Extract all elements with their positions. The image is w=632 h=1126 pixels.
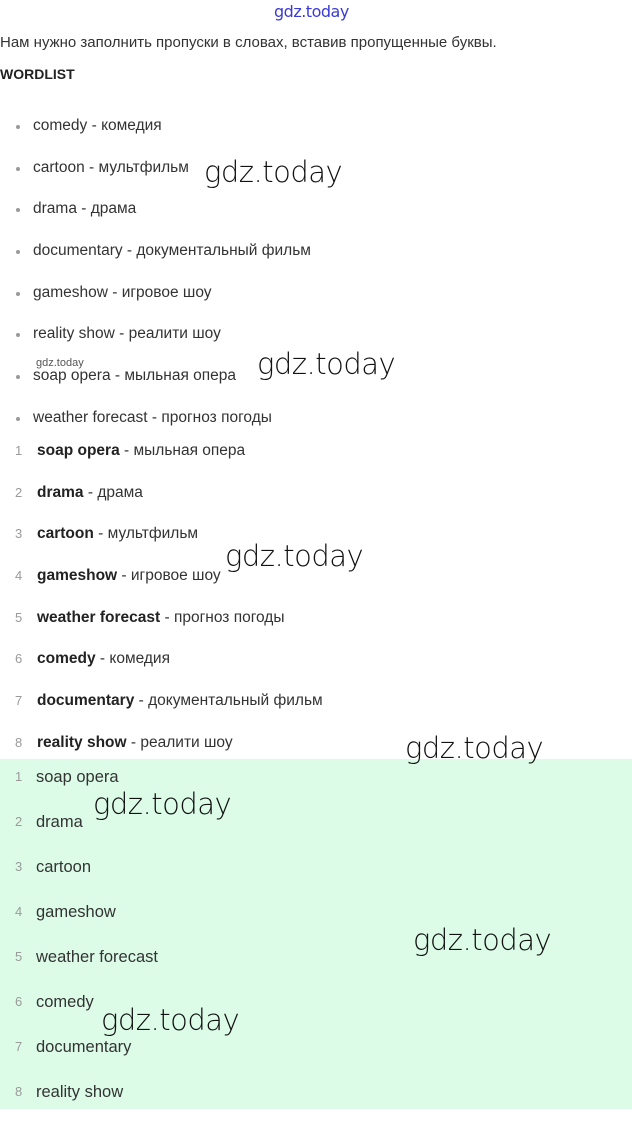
wordlist-item: gameshow - игровое шоу xyxy=(0,282,311,324)
watermark: gdz.today xyxy=(405,731,544,765)
item-number: 2 xyxy=(15,814,23,829)
numbered-item: 2 drama - драма xyxy=(0,482,323,524)
item-number: 2 xyxy=(15,484,23,500)
wordlist-item: documentary - документальный фильм xyxy=(0,240,311,282)
item-number: 7 xyxy=(15,1039,23,1054)
item-number: 4 xyxy=(15,568,23,584)
wordlist-item: soap opera - мыльная опера xyxy=(0,365,311,407)
wordlist-item: weather forecast - прогноз погоды xyxy=(0,407,311,449)
wordlist-item: reality show - реалити шоу xyxy=(0,323,311,365)
item-number: 3 xyxy=(15,526,23,542)
watermark: gdz.today xyxy=(413,923,552,957)
item-number: 3 xyxy=(15,859,23,874)
numbered-item: 6 comedy - комедия xyxy=(0,648,323,690)
numbered-item: 4 gameshow - игровое шоу xyxy=(0,565,323,607)
numbered-answers xyxy=(0,440,323,774)
item-number: 4 xyxy=(15,904,23,919)
site-watermark-header: gdz.today xyxy=(274,2,349,21)
answer-item: 7 documentary xyxy=(15,1038,132,1056)
watermark: gdz.today xyxy=(225,539,364,573)
item-number: 8 xyxy=(15,734,23,750)
item-number: 7 xyxy=(15,693,23,709)
answer-item: 6 comedy xyxy=(15,993,94,1011)
numbered-item: 1 soap opera - мыльная опера xyxy=(0,440,323,482)
watermark-small: gdz.today xyxy=(36,357,84,369)
item-number: 5 xyxy=(15,609,23,625)
watermark: gdz.today xyxy=(93,787,232,821)
instruction-text: Нам нужно заполнить пропуски в словах, вставив пропущенные буквы. xyxy=(0,34,497,51)
wordlist-item: drama - драма xyxy=(0,198,311,240)
item-number: 6 xyxy=(15,994,23,1009)
wordlist-item: comedy - комедия xyxy=(0,115,311,157)
answer-item: 5 weather forecast xyxy=(15,948,158,966)
answer-item: 2 drama xyxy=(15,813,83,831)
answer-item: 4 gameshow xyxy=(15,903,116,921)
numbered-item: 8 reality show - реалити шоу xyxy=(0,732,323,774)
watermark: gdz.today xyxy=(257,347,396,381)
item-number: 8 xyxy=(15,1084,23,1099)
watermark: gdz.today xyxy=(204,155,343,189)
numbered-item: 3 cartoon - мультфильм xyxy=(0,523,323,565)
wordlist-heading: WORDLIST xyxy=(0,66,75,82)
wordlist-item: cartoon - мультфильм xyxy=(0,157,311,199)
answer-item: 3 cartoon xyxy=(15,858,92,876)
answer-item: 8 reality show xyxy=(15,1083,124,1101)
watermark: gdz.today xyxy=(101,1003,240,1037)
numbered-item: 5 weather forecast - прогноз погоды xyxy=(0,607,323,649)
item-number: 1 xyxy=(15,769,23,784)
answer-item: 1 soap opera xyxy=(15,768,119,786)
item-number: 5 xyxy=(15,949,23,964)
numbered-item: 7 documentary - документальный фильм xyxy=(0,690,323,732)
item-number: 1 xyxy=(15,443,23,458)
item-number: 6 xyxy=(15,651,23,667)
